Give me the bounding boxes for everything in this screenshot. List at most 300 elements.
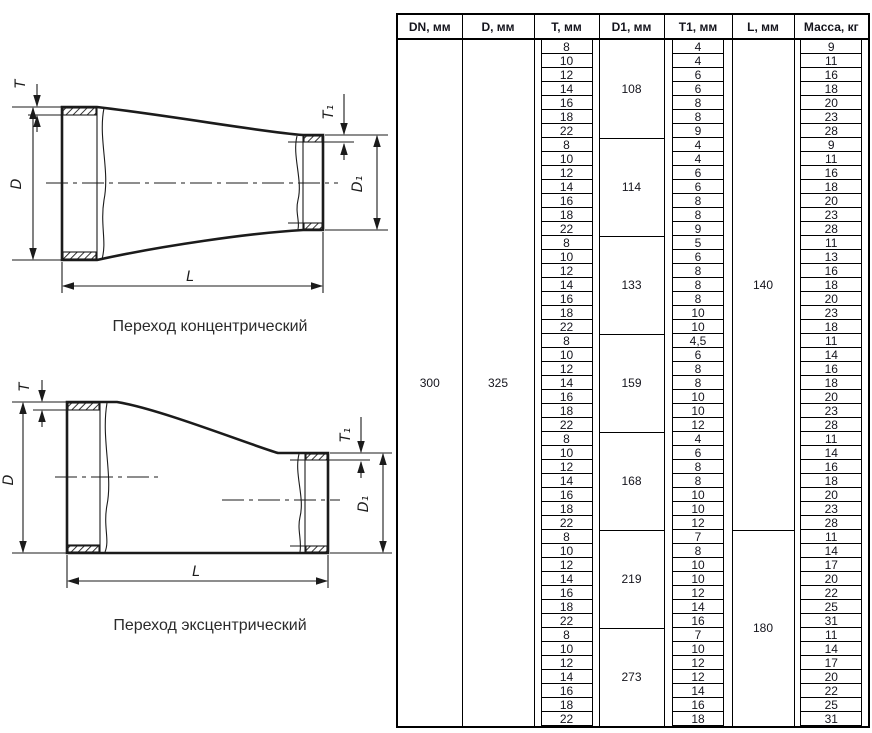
cell-mass (794, 54, 869, 68)
cell-mass (794, 208, 869, 222)
value-t: 12 (541, 362, 593, 376)
cell-t1 (664, 54, 732, 68)
value-t: 18 (541, 306, 593, 320)
cell-mass (794, 670, 869, 684)
cell-mass (794, 516, 869, 530)
cell-mass (794, 460, 869, 474)
cell-mass (794, 320, 869, 334)
value-mass: 23 (800, 404, 862, 418)
cell-mass (794, 278, 869, 292)
value-t1: 10 (672, 320, 724, 334)
value-mass: 20 (800, 390, 862, 404)
cell-t (534, 600, 599, 614)
value-mass: 28 (800, 124, 862, 138)
value-t: 8 (541, 628, 593, 642)
cell-t (534, 572, 599, 586)
cell-t (534, 82, 599, 96)
value-t1: 12 (672, 418, 724, 432)
value-t: 16 (541, 194, 593, 208)
value-t1: 10 (672, 642, 724, 656)
cell-t (534, 250, 599, 264)
value-mass: 23 (800, 110, 862, 124)
value-t1: 8 (672, 376, 724, 390)
value-mass: 20 (800, 670, 862, 684)
cell-t (534, 292, 599, 306)
cell-t1 (664, 474, 732, 488)
cell-d1: 168 (599, 432, 664, 530)
value-t1: 6 (672, 250, 724, 264)
value-mass: 22 (800, 684, 862, 698)
cell-mass (794, 222, 869, 236)
value-t1: 6 (672, 348, 724, 362)
value-t: 18 (541, 502, 593, 516)
cell-d1: 108 (599, 39, 664, 138)
cell-t1 (664, 222, 732, 236)
value-t: 10 (541, 152, 593, 166)
value-t1: 4 (672, 138, 724, 152)
value-mass: 28 (800, 418, 862, 432)
cell-t (534, 488, 599, 502)
cell-t1 (664, 180, 732, 194)
cell-t1 (664, 68, 732, 82)
value-t1: 10 (672, 306, 724, 320)
value-t: 12 (541, 68, 593, 82)
cell-t (534, 110, 599, 124)
cell-t1 (664, 600, 732, 614)
cell-mass (794, 250, 869, 264)
value-mass: 11 (800, 432, 862, 446)
value-t: 12 (541, 166, 593, 180)
value-mass: 9 (800, 40, 862, 54)
dim-label-d: D (1, 474, 17, 486)
cell-mass (794, 558, 869, 572)
value-mass: 18 (800, 376, 862, 390)
value-t: 14 (541, 376, 593, 390)
value-mass: 20 (800, 96, 862, 110)
cell-t (534, 348, 599, 362)
dim-label-d1: D₁ (356, 495, 372, 513)
cell-t1 (664, 530, 732, 544)
value-t: 8 (541, 530, 593, 544)
cell-mass (794, 110, 869, 124)
cell-t (534, 180, 599, 194)
cell-t (534, 166, 599, 180)
cell-t1 (664, 628, 732, 642)
value-mass: 25 (800, 698, 862, 712)
value-mass: 28 (800, 516, 862, 530)
cell-t (534, 530, 599, 544)
cell-mass (794, 68, 869, 82)
cell-t (534, 684, 599, 698)
cell-t1 (664, 670, 732, 684)
cell-t1 (664, 418, 732, 432)
dimension-T (17, 380, 67, 427)
cell-mass (794, 530, 869, 544)
cell-t (534, 208, 599, 222)
value-mass: 13 (800, 250, 862, 264)
value-mass: 25 (800, 600, 862, 614)
cell-t (534, 152, 599, 166)
cell-mass (794, 614, 869, 628)
value-t1: 8 (672, 194, 724, 208)
value-t: 16 (541, 96, 593, 110)
cell-mass (794, 544, 869, 558)
value-t1: 7 (672, 628, 724, 642)
value-mass: 11 (800, 530, 862, 544)
cell-t1 (664, 320, 732, 334)
cell-mass (794, 390, 869, 404)
value-t: 8 (541, 138, 593, 152)
cell-t1 (664, 684, 732, 698)
value-mass: 17 (800, 656, 862, 670)
value-t1: 6 (672, 82, 724, 96)
value-mass: 17 (800, 558, 862, 572)
cell-t (534, 124, 599, 138)
cell-mass (794, 600, 869, 614)
value-t: 10 (541, 250, 593, 264)
cell-mass (794, 166, 869, 180)
value-t1: 10 (672, 404, 724, 418)
cell-mass (794, 418, 869, 432)
value-t: 8 (541, 432, 593, 446)
value-t1: 8 (672, 362, 724, 376)
header-cell: DN, мм (397, 14, 462, 39)
cell-d: 325 (462, 39, 534, 727)
value-mass: 23 (800, 306, 862, 320)
cell-t (534, 460, 599, 474)
value-t1: 10 (672, 572, 724, 586)
value-t: 14 (541, 278, 593, 292)
value-t: 14 (541, 180, 593, 194)
dim-label-t: T (17, 382, 33, 392)
value-t: 16 (541, 488, 593, 502)
dim-label-d1: D₁ (350, 175, 366, 193)
cell-t1 (664, 642, 732, 656)
cell-l: 140 (732, 39, 794, 530)
cell-mass (794, 404, 869, 418)
cell-t (534, 544, 599, 558)
cell-t (534, 376, 599, 390)
value-mass: 22 (800, 586, 862, 600)
cell-mass (794, 446, 869, 460)
cell-mass (794, 698, 869, 712)
value-t1: 8 (672, 96, 724, 110)
value-t1: 9 (672, 124, 724, 138)
value-t: 22 (541, 614, 593, 628)
cell-t (534, 670, 599, 684)
value-mass: 18 (800, 320, 862, 334)
cell-t1 (664, 712, 732, 727)
concentric-caption: Переход концентрический (112, 318, 308, 335)
cell-mass (794, 628, 869, 642)
cell-t1 (664, 236, 732, 250)
value-mass: 16 (800, 166, 862, 180)
value-t: 10 (541, 54, 593, 68)
cell-t1 (664, 110, 732, 124)
cell-t1 (664, 306, 732, 320)
value-mass: 16 (800, 68, 862, 82)
value-t: 14 (541, 474, 593, 488)
value-t1: 7 (672, 530, 724, 544)
value-t: 12 (541, 264, 593, 278)
table-row (397, 39, 869, 54)
value-mass: 18 (800, 278, 862, 292)
cell-mass (794, 180, 869, 194)
cell-t1 (664, 138, 732, 152)
value-t1: 10 (672, 502, 724, 516)
header-cell: Масса, кг (794, 14, 869, 39)
value-t1: 8 (672, 278, 724, 292)
value-mass: 11 (800, 334, 862, 348)
cell-t1 (664, 572, 732, 586)
value-mass: 16 (800, 460, 862, 474)
cell-t (534, 418, 599, 432)
value-mass: 20 (800, 292, 862, 306)
cell-t1 (664, 656, 732, 670)
header-cell: L, мм (732, 14, 794, 39)
cell-mass (794, 432, 869, 446)
value-t: 18 (541, 404, 593, 418)
value-mass: 18 (800, 82, 862, 96)
value-mass: 18 (800, 474, 862, 488)
cell-mass (794, 306, 869, 320)
value-t: 16 (541, 684, 593, 698)
value-t1: 12 (672, 516, 724, 530)
value-t: 22 (541, 320, 593, 334)
header-cell: T1, мм (664, 14, 732, 39)
value-t: 16 (541, 292, 593, 306)
value-t1: 14 (672, 684, 724, 698)
value-t: 8 (541, 40, 593, 54)
value-t1: 12 (672, 670, 724, 684)
value-t: 10 (541, 544, 593, 558)
value-t1: 16 (672, 698, 724, 712)
dimension-T1 (328, 417, 370, 478)
cell-mass (794, 264, 869, 278)
cell-t1 (664, 502, 732, 516)
value-t: 12 (541, 558, 593, 572)
header-cell: D1, мм (599, 14, 664, 39)
cell-t (534, 614, 599, 628)
cell-dn: 300 (419, 376, 440, 390)
cell-t (534, 404, 599, 418)
value-t: 18 (541, 208, 593, 222)
value-t: 22 (541, 222, 593, 236)
value-mass: 11 (800, 236, 862, 250)
value-t: 14 (541, 572, 593, 586)
value-t: 22 (541, 712, 593, 726)
dim-label-t1: T₁ (321, 104, 337, 120)
cell-mass (794, 376, 869, 390)
cell-t1 (664, 264, 732, 278)
cell-t1 (664, 362, 732, 376)
cell-mass (794, 348, 869, 362)
value-t1: 4 (672, 54, 724, 68)
cell-t1 (664, 124, 732, 138)
cell-mass (794, 39, 869, 54)
value-t1: 8 (672, 110, 724, 124)
value-t1: 16 (672, 614, 724, 628)
cell-mass (794, 586, 869, 600)
cell-mass (794, 334, 869, 348)
cell-mass (794, 474, 869, 488)
value-t: 22 (541, 516, 593, 530)
cell-d1: 273 (599, 628, 664, 727)
header-row (397, 14, 869, 39)
value-t1: 8 (672, 208, 724, 222)
cell-t (534, 712, 599, 727)
header-cell: T, мм (534, 14, 599, 39)
cell-t1 (664, 39, 732, 54)
cell-t1 (664, 96, 732, 110)
value-t1: 8 (672, 474, 724, 488)
value-t: 8 (541, 334, 593, 348)
cell-t (534, 390, 599, 404)
cell-t (534, 138, 599, 152)
cell-mass (794, 712, 869, 727)
cell-t (534, 334, 599, 348)
value-t: 16 (541, 390, 593, 404)
value-t1: 4 (672, 40, 724, 54)
dimension-L (62, 232, 323, 293)
cell-mass (794, 236, 869, 250)
dim-label-l: L (192, 564, 200, 580)
cell-mass (794, 96, 869, 110)
value-mass: 20 (800, 194, 862, 208)
value-mass: 23 (800, 502, 862, 516)
cell-t (534, 586, 599, 600)
cell-t1 (664, 208, 732, 222)
cell-t (534, 558, 599, 572)
value-t1: 12 (672, 656, 724, 670)
cell-t (534, 698, 599, 712)
value-t: 18 (541, 110, 593, 124)
cell-t (534, 320, 599, 334)
value-t1: 6 (672, 180, 724, 194)
cell-t1 (664, 334, 732, 348)
cell-mass (794, 656, 869, 670)
cell-t1 (664, 348, 732, 362)
value-t: 18 (541, 698, 593, 712)
cell-t1 (664, 278, 732, 292)
value-t: 18 (541, 600, 593, 614)
value-t1: 8 (672, 460, 724, 474)
value-t: 16 (541, 586, 593, 600)
cell-mass (794, 572, 869, 586)
value-t1: 14 (672, 600, 724, 614)
value-t: 14 (541, 670, 593, 684)
cell-t1 (664, 698, 732, 712)
concentric-reducer-drawing (0, 60, 396, 350)
cell-t (534, 656, 599, 670)
cell-t1 (664, 516, 732, 530)
cell-mass (794, 488, 869, 502)
value-t1: 5 (672, 236, 724, 250)
eccentric-caption: Переход эксцентрический (113, 617, 307, 634)
dimension-T1 (321, 94, 354, 160)
value-mass: 16 (800, 362, 862, 376)
cell-t1 (664, 432, 732, 446)
cell-d1: 114 (599, 138, 664, 236)
value-mass: 11 (800, 54, 862, 68)
cell-mass (794, 642, 869, 656)
cell-t1 (664, 82, 732, 96)
cell-d1: 219 (599, 530, 664, 628)
value-mass: 20 (800, 572, 862, 586)
cell-t1 (664, 250, 732, 264)
value-t1: 9 (672, 222, 724, 236)
value-mass: 14 (800, 348, 862, 362)
value-mass: 11 (800, 628, 862, 642)
value-t1: 6 (672, 166, 724, 180)
cell-t (534, 642, 599, 656)
value-t: 22 (541, 418, 593, 432)
dim-label-l: L (186, 269, 194, 285)
value-t: 12 (541, 460, 593, 474)
cell-mass (794, 194, 869, 208)
cell-t1 (664, 166, 732, 180)
cell-t1 (664, 460, 732, 474)
cell-mass (794, 362, 869, 376)
cell-t1 (664, 390, 732, 404)
dim-label-t1: T₁ (338, 427, 354, 443)
value-t: 10 (541, 348, 593, 362)
value-t1: 12 (672, 586, 724, 600)
dim-label-d: D (9, 178, 25, 190)
cell-t (534, 194, 599, 208)
cell-mass (794, 152, 869, 166)
header-cell: D, мм (462, 14, 534, 39)
value-mass: 16 (800, 264, 862, 278)
table-body (397, 39, 869, 727)
cell-t (534, 516, 599, 530)
value-t1: 4 (672, 152, 724, 166)
spec-table (396, 13, 870, 728)
value-mass: 31 (800, 712, 862, 726)
cell-t1 (664, 194, 732, 208)
cell-mass (794, 292, 869, 306)
cell-t (534, 264, 599, 278)
value-mass: 14 (800, 642, 862, 656)
cell-t (534, 278, 599, 292)
cell-mass (794, 124, 869, 138)
cell-t (534, 39, 599, 54)
value-mass: 28 (800, 222, 862, 236)
cell-t (534, 306, 599, 320)
value-t: 10 (541, 642, 593, 656)
cell-d1: 133 (599, 236, 664, 334)
cell-t1 (664, 544, 732, 558)
value-t: 12 (541, 656, 593, 670)
value-mass: 31 (800, 614, 862, 628)
cell-t1 (664, 614, 732, 628)
value-mass: 14 (800, 446, 862, 460)
cell-t (534, 54, 599, 68)
cell-t1 (664, 152, 732, 166)
value-t1: 4,5 (672, 334, 724, 348)
cell-t (534, 474, 599, 488)
value-t1: 18 (672, 712, 724, 726)
cell-l: 180 (732, 530, 794, 727)
cell-t1 (664, 404, 732, 418)
value-t1: 8 (672, 264, 724, 278)
cell-t (534, 222, 599, 236)
value-t: 14 (541, 82, 593, 96)
cell-t1 (664, 446, 732, 460)
value-t1: 8 (672, 544, 724, 558)
cell-d1: 159 (599, 334, 664, 432)
cell-t1 (664, 376, 732, 390)
